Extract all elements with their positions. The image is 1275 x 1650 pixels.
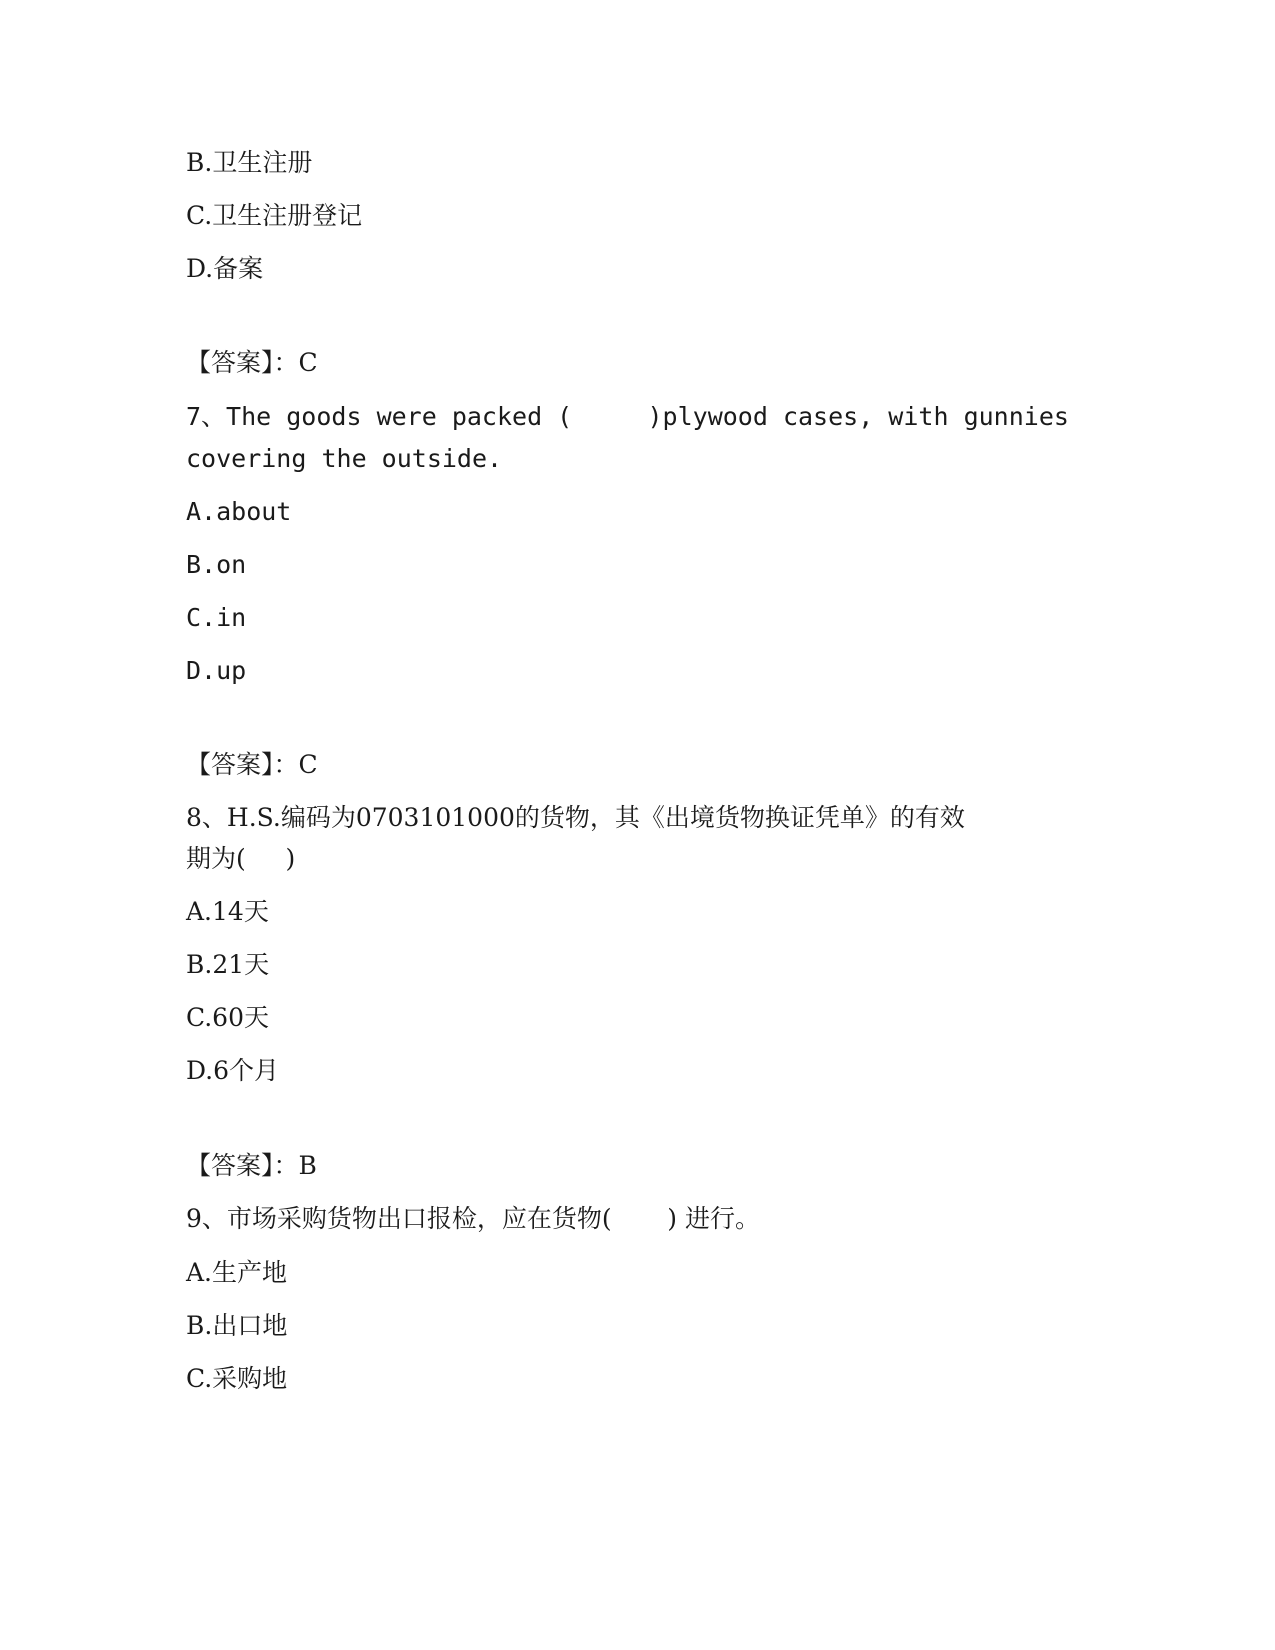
q8-option-b: B.21天 <box>186 950 270 979</box>
q9-question-line1: 9、市场采购货物出口报检，应在货物( ) 进行。 <box>186 1204 760 1233</box>
q8-option-d: D.6个月 <box>186 1056 280 1085</box>
q8-question-line1: 8、H.S.编码为0703101000的货物，其《出境货物换证凭单》的有效 <box>186 803 965 832</box>
q9-option-a: A.生产地 <box>186 1258 288 1287</box>
q6-option-b: B.卫生注册 <box>186 148 313 177</box>
q8-question-line2: 期为( ) <box>186 844 296 873</box>
q8-answer: 【答案】：B <box>186 1151 317 1180</box>
q7-option-a: A.about <box>186 497 292 526</box>
q7-question-line2: covering the outside. <box>186 444 503 473</box>
q9-option-b: B.出口地 <box>186 1311 288 1340</box>
q7-option-c: C.in <box>186 603 247 632</box>
q6-answer: 【答案】：C <box>186 348 318 377</box>
q7-question-line1: 7、The goods were packed ( )plywood cases, with gunnies <box>186 402 1069 431</box>
q8-option-a: A.14天 <box>186 897 269 926</box>
q9-option-c: C.采购地 <box>186 1364 288 1393</box>
q7-answer: 【答案】：C <box>186 750 318 779</box>
q8-option-c: C.60天 <box>186 1003 269 1032</box>
q7-option-d: D.up <box>186 656 247 685</box>
q6-option-c: C.卫生注册登记 <box>186 201 363 230</box>
q6-option-d: D.备案 <box>186 254 264 283</box>
q7-option-b: B.on <box>186 550 247 579</box>
